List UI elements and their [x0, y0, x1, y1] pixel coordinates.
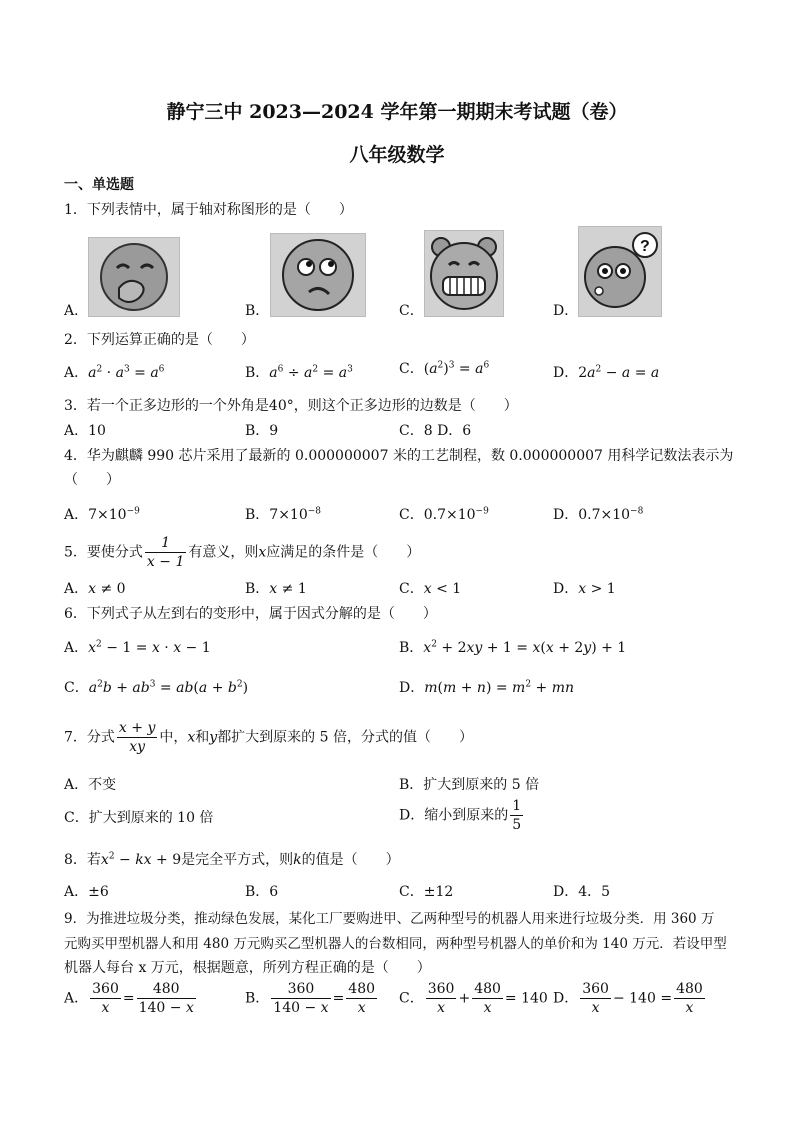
q7-option-c: C．扩大到原来的 10 倍	[64, 810, 214, 826]
q5-stem-end: 应满足的条件是（ ）	[266, 544, 421, 561]
q2-option-d: D．$2a^2 - a = a$	[553, 364, 660, 381]
q1-option-b-label: B．	[245, 303, 270, 319]
q7-option-d	[399, 797, 525, 834]
q7-option-b: B．扩大到原来的 5 倍	[399, 777, 540, 793]
question-4-stem: 4．华为麒麟 990 芯片采用了最新的 0.000000007 米的工艺制程，数 0.000000007 用科学记数法表示为	[64, 448, 734, 464]
question-7-stem: 7．分式 $\frac{x + y}{xy}$ 中，x和y都扩大到原来的 5 倍，分式的值（ ）	[64, 720, 473, 755]
q3-option-cd: C．8 D．6	[399, 423, 472, 439]
q5-option-c-label: C．	[399, 581, 424, 597]
emoji-covering-mouth-image	[88, 237, 180, 317]
question-2-stem: 2．下列运算正确的是（ ）	[64, 332, 255, 348]
q5-option-a: A．x ≠ 0	[64, 581, 126, 597]
q4-option-c-label: C．	[399, 507, 424, 523]
q8-option-a: A．±6	[64, 884, 109, 900]
q2-option-a: A．$a^2 \cdot a^3 = a^6$	[64, 364, 165, 381]
q1-option-a-label: A．	[64, 303, 89, 319]
q9-option-d-label: D．	[553, 990, 579, 1007]
svg-text:?: ?	[640, 238, 650, 255]
q5-fraction: $\frac{1}{x - 1}$	[146, 535, 185, 570]
q2-option-c: C．$(a^2)^3 = a^6$	[399, 360, 490, 377]
q4-option-d: D．$0.7\times 10^{-8}$	[553, 506, 644, 523]
question-5-stem: 5．要使分式 $\frac{1}{x - 1}$ 有意义，则x应满足的条件是（ ）	[64, 535, 421, 570]
q7-stem-c: 和	[195, 729, 210, 746]
question-4-stem-continued: （ ）	[64, 472, 120, 488]
emoji-thinking-image	[270, 233, 366, 317]
question-9-line-2: 元购买甲型机器人和用 480 万元购买乙型机器人的台数相同，两种型号机器人的单价和为 140 万元．若设甲型	[64, 936, 727, 952]
q5-stem-middle: 有意义，则	[188, 544, 259, 561]
q1-option-d-label: D．	[553, 303, 579, 319]
q2-option-a-label: A．	[64, 365, 89, 381]
q7-option-d-fraction: $\frac{1}{5}$	[512, 798, 522, 833]
q5-option-b: B．x ≠ 1	[245, 581, 307, 597]
q5-option-d: D．x > 1	[553, 581, 616, 597]
q7-option-d-text: D．缩小到原来的	[399, 807, 509, 824]
q5-option-d-label: D．	[553, 581, 579, 597]
q2-option-b-label: B．	[245, 365, 270, 381]
q9-option-a: A． $\frac{360}{x}$ = $\frac{480}{140 - x}$	[64, 981, 194, 1016]
emoji-grinning-image	[424, 230, 504, 317]
q3-option-b: B．9	[245, 423, 279, 439]
q2-option-b: B．$a^6 \div a^2 = a^3$	[245, 364, 353, 381]
q5-option-b-label: B．	[245, 581, 270, 597]
question-6-stem: 6．下列式子从左到右的变形中，属于因式分解的是（ ）	[64, 606, 437, 622]
q5-stem-start: 5．要使分式	[64, 544, 143, 561]
q7-stem-d: 都扩大到原来的 5 倍，分式的值（ ）	[217, 729, 473, 746]
q4-option-a: A．$7\times 10^{-9}$	[64, 506, 140, 523]
q7-option-a: A．不变	[64, 777, 117, 793]
q8-option-b: B．6	[245, 884, 279, 900]
q4-option-d-label: D．	[553, 507, 579, 523]
q1-option-c-label: C．	[399, 303, 424, 319]
q6-option-c: C．$a^2b + ab^3 = ab(a + b^2)$	[64, 679, 249, 696]
exam-subtitle: 八年级数学	[349, 144, 445, 166]
q8-stem-middle: 是完全平方式，则	[181, 852, 294, 868]
question-1-stem: 1．下列表情中，属于轴对称图形的是（ ）	[64, 202, 353, 218]
q7-fraction: $\frac{x + y}{xy}$	[118, 720, 156, 755]
question-9-line-1: 9．为推进垃圾分类，推动绿色发展，某化工厂要购进甲、乙两种型号的机器人用来进行垃圾分类．用 360 万	[64, 911, 715, 927]
q6-option-b: B．$x^2 + 2xy + 1 = x(x + 2y) + 1$	[399, 639, 627, 656]
q6-option-d: D．$m(m + n) = m^2$ + mn	[399, 679, 574, 696]
q4-option-c: C．$0.7\times 10^{-9}$	[399, 506, 489, 523]
q9-option-c: C． $\frac{360}{x}$ + $\frac{480}{x}$ = 140	[399, 981, 548, 1016]
q6-option-c-label: C．	[64, 680, 89, 696]
q8-option-c: C．±12	[399, 884, 454, 900]
q8-option-d: D．4．5	[553, 884, 611, 900]
q5-option-a-label: A．	[64, 581, 89, 597]
question-8-stem: 8．若$x^2$ − kx + 9是完全平方式，则k的值是（ ）	[64, 851, 400, 868]
q7-stem-start: 7．分式	[64, 729, 115, 746]
q4-option-b-label: B．	[245, 507, 270, 523]
section-heading: 一、单选题	[64, 177, 134, 193]
q7-stem-b: 中，	[159, 729, 188, 746]
q6-option-a-label: A．	[64, 640, 89, 656]
q9-option-d: D． $\frac{360}{x}$ − 140 = $\frac{480}{x}$	[553, 981, 703, 1016]
q8-stem-start: 8．若	[64, 852, 101, 868]
q6-option-b-label: B．	[399, 640, 424, 656]
q3-option-a: A．10	[64, 423, 106, 439]
q2-option-c-label: C．	[399, 361, 424, 377]
q9-option-b: B． $\frac{360}{140 - x}$ = $\frac{480}{x}$	[245, 981, 376, 1016]
q9-option-b-label: B．	[245, 990, 270, 1007]
emoji-confused-question-image	[578, 226, 662, 317]
q9-option-a-label: A．	[64, 990, 89, 1007]
question-3-stem: 3．若一个正多边形的一个外角是40°，则这个正多边形的边数是（ ）	[64, 398, 518, 414]
q5-option-c: C．x < 1	[399, 581, 462, 597]
exam-title: 静宁三中 2023—2024 学年第一期期末考试题（卷）	[166, 101, 628, 123]
q4-option-b: B．$7\times 10^{-8}$	[245, 506, 322, 523]
q8-stem-end: 的值是（ ）	[301, 852, 400, 868]
question-9-line-3: 机器人每台 x 万元，根据题意，所列方程正确的是（ ）	[64, 960, 431, 976]
q6-option-a: A．$x^2 - 1 = x \cdot x - 1$	[64, 639, 211, 656]
q6-option-d-label: D．	[399, 680, 425, 696]
q9-option-c-label: C．	[399, 990, 424, 1007]
q2-option-d-label: D．	[553, 365, 579, 381]
q4-option-a-label: A．	[64, 507, 89, 523]
